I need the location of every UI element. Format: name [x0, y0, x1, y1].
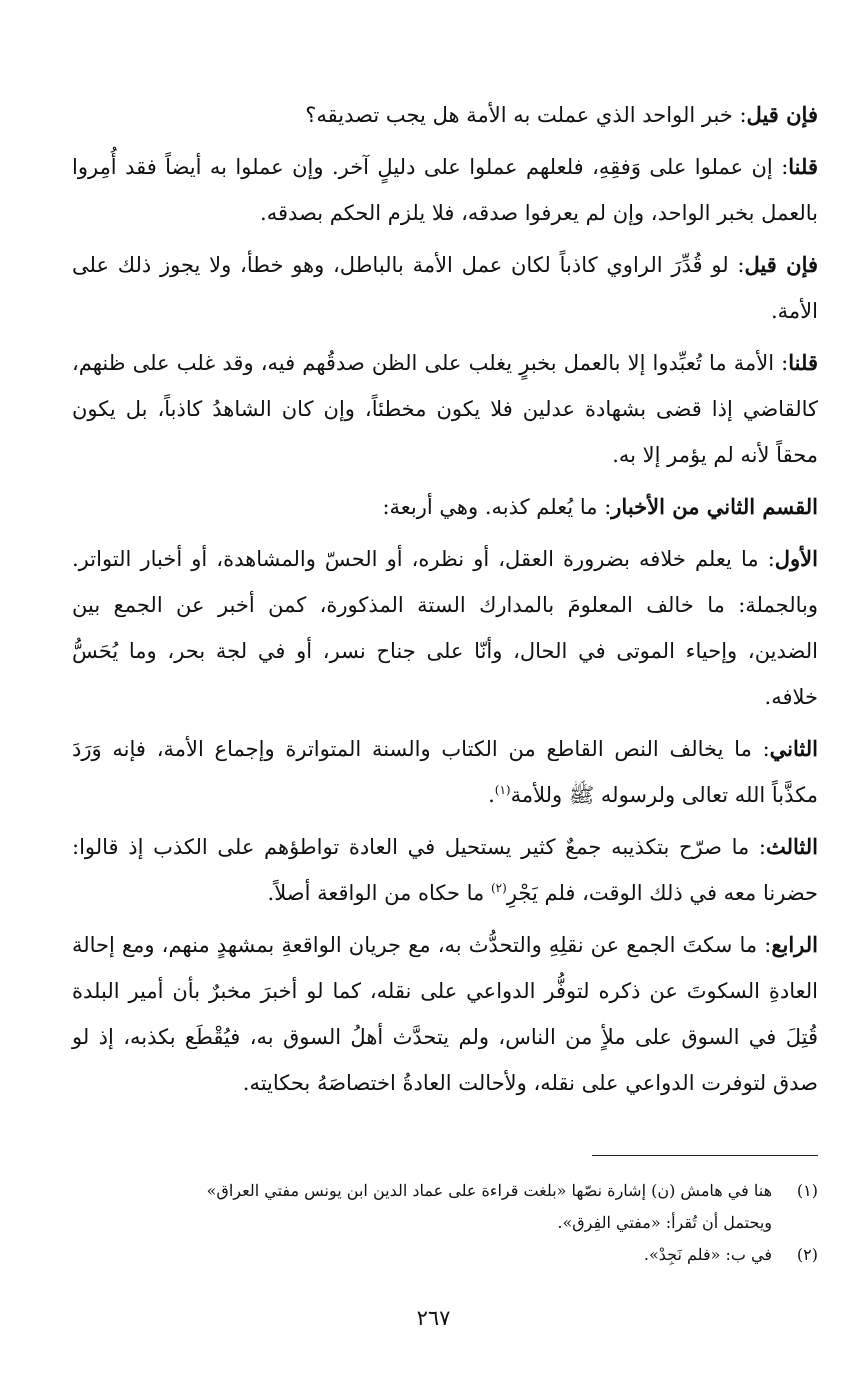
- paragraph-text-end: .: [488, 783, 495, 807]
- paragraph-text: : خبر الواحد الذي عملت به الأمة هل يجب تصديقه؟: [305, 103, 747, 127]
- paragraph-text: : ما سكتَ الجمع عن نقلِهِ والتحدُّث به، مع جريان الواقعةِ بمشهدٍ منهم، ومع إحالة العادةِ السكوتَ عن ذكره لتوفُّر الدواعي على نقله، كما لو أخبرَ مخبرٌ بأن أمير البلدة قُتِلَ في السوق على ملأٍ من الناس، ولم يتحدَّث أهلُ السوق به، فيُقْطَع بكذبه، إذ لو صدق لتوفرت الدواعي على نقله، ولأحالت العادةُ اختصاصَهُ بحكايته.: [72, 933, 819, 1095]
- footnote-1: [72, 1175, 818, 1207]
- paragraph-text: : ما يعلم خلافه بضرورة العقل، أو نظره، أو الحسّ والمشاهدة، أو أخبار التواتر. وبالجملة: ما خالف المعلومَ بالمدارك الستة المذكورة، كمن أخبر عن الجمع بين الضدين، وإحياء الموتى في الحال، وأنّا على جناح نسر، أو في لجة بحر، وما يُحَسُّ خلافه.: [72, 547, 818, 709]
- footnote-marker-1: (١): [494, 783, 511, 797]
- footnote-text: هنا في هامش (ن) إشارة نصّها «بلغت قراءة على عماد الدين ابن يونس مفتي العراق»: [206, 1181, 772, 1200]
- paragraph-text-end: ما حكاه من الواقعة أصلاً.: [267, 881, 491, 905]
- footnotes: [72, 1175, 818, 1271]
- paragraph-text: : ما يخالف النص القاطع من الكتاب والسنة المتواترة وإجماع الأمة، فإنه وَرَدَ مكذَّباً الله تعالى ولرسوله ﷺ وللأمة: [72, 737, 818, 807]
- lead-term: قلنا: [788, 154, 818, 179]
- paragraph-first-type: [72, 536, 818, 720]
- footnote-number: (٢): [796, 1245, 818, 1264]
- lead-term: القسم الثاني من الأخبار: [611, 494, 818, 519]
- lead-term: فإن قيل: [746, 102, 818, 127]
- paragraph-text: : الأمة ما تُعبِّدوا إلا بالعمل بخبرٍ يغلب على الظن صدقُهم فيه، وقد غلب على ظنهم، كالقاضي إذا قضى بشهادة عدلين فلا يكون مخطئاً، وإن كان الشاهدُ كاذباً، بل يكون محقاً لأنه لم يؤمر إلا به.: [72, 351, 818, 467]
- paragraph-text: : ما يُعلم كذبه. وهي أربعة:: [382, 495, 612, 519]
- footnote-number: (١): [796, 1181, 818, 1200]
- paragraph-second-type: [72, 726, 818, 818]
- paragraph-fourth-type: [72, 922, 818, 1106]
- paragraph-answer-1: [72, 144, 818, 236]
- footnote-separator: [592, 1155, 818, 1156]
- paragraph-text: : ما صرّح بتكذيبه جمعٌ كثير يستحيل في العادة تواطؤهم على الكذب إذ قالوا: حضرنا معه في ذلك الوقت، فلم يَجْرِ: [72, 835, 818, 905]
- footnote-1-continuation: ويحتمل أن تُقرأ: «مفتي الفِرق».: [557, 1213, 772, 1232]
- lead-term: قلنا: [788, 350, 818, 375]
- page-number: ٢٦٧: [416, 1306, 451, 1330]
- paragraph-text: : إن عملوا على وَفقِهِ، فلعلهم عملوا على دليلٍ آخر. وإن عملوا به أيضاً فقد أُمِروا بالعمل بخبر الواحد، وإن لم يعرفوا صدقه، فلا يلزم الحكم بصدقه.: [72, 155, 818, 225]
- paragraph-objection-1: [72, 92, 818, 138]
- footnote-2: [72, 1239, 818, 1271]
- lead-term: الثالث: [766, 834, 818, 859]
- lead-term: الأول: [774, 546, 818, 571]
- lead-term: فإن قيل: [744, 252, 819, 277]
- paragraph-objection-2: [72, 242, 818, 334]
- footnote-text: في ب: «فلم نَجِدْ».: [643, 1245, 772, 1264]
- footnote-marker-2: (٢): [490, 881, 507, 895]
- paragraph-answer-2: [72, 340, 818, 478]
- lead-term: الرابع: [771, 932, 818, 957]
- section-heading-second-part: [72, 484, 818, 530]
- paragraph-third-type: [72, 824, 818, 916]
- page-body: [72, 92, 818, 1112]
- paragraph-text: : لو قُدِّرَ الراوي كاذباً لكان عمل الأمة بالباطل، وهو خطأ، ولا يجوز ذلك على الأمة.: [72, 253, 818, 323]
- lead-term: الثاني: [769, 736, 818, 761]
